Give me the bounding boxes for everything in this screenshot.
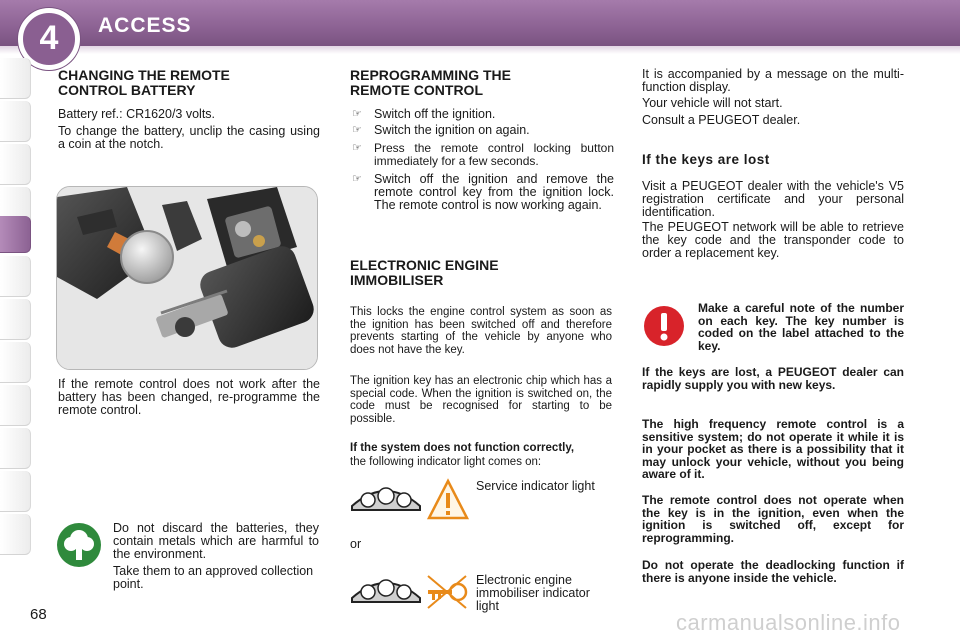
chapter-tab-7[interactable] [0,299,31,340]
lost-keys-visit: Visit a PEUGEOT dealer with the vehicle's V5 registration certificate and your personal identification. [642,179,904,219]
remote-in-ignition-note: The remote control does not operate when the key is in the ignition, even when the ignition is switched off, except for reprogramming. [642,493,904,545]
chapter-tab-1[interactable] [0,58,31,99]
reprogramming-heading: REPROGRAMMING THE REMOTE CONTROL [350,67,511,98]
fault-text: the following indicator light comes on: [350,456,542,468]
immobiliser-indicator-label: Electronic engine immobiliser indicator light [476,573,590,613]
chapter-tab-3[interactable] [0,144,31,185]
remote-key-illustration [57,187,317,369]
eco-warning: Do not discard the batteries, they contain metals which are harmful to the environment. [113,521,319,561]
environment-tree-icon [56,522,102,568]
step-item: ☞ Press the remote control locking button immediately for a few seconds. [352,141,614,168]
chapter-number-badge: 4 [18,8,80,70]
warning-exclamation-icon [642,304,686,348]
step-item: ☞ Switch the ignition on again. [352,123,530,137]
pointing-hand-icon: ☞ [352,173,362,185]
instrument-panel-icon [350,484,422,512]
fault-bold: If the system does not function correctly, [350,442,575,454]
lost-keys-heading: If the keys are lost [642,152,770,167]
battery-ref: Battery ref.: CR1620/3 volts. [58,107,216,121]
chapter-tabs [0,58,30,578]
instrument-panel-icon [350,576,422,604]
step-item: ☞ Switch off the ignition and remove the remote control key from the ignition lock. The remote control is now working again. [352,172,614,212]
chapter-tab-10[interactable] [0,428,31,469]
key-number-note: Make a careful note of the number on each key. The key number is coded on the label attached to the key. [698,301,904,353]
chapter-tab-9[interactable] [0,385,31,426]
or-label: or [350,537,362,551]
consult-dealer: Consult a PEUGEOT dealer. [642,113,801,127]
new-keys-note: If the keys are lost, a PEUGEOT dealer can rapidly supply you with new keys. [642,365,904,392]
reprogram-note: If the remote control does not work after the battery has been changed, re-programme the remote control. [58,377,320,417]
step-item: ☞ Switch off the ignition. [352,107,496,121]
vehicle-not-start: Your vehicle will not start. [642,96,783,110]
message-note: It is accompanied by a message on the multi-function display. [642,67,904,94]
battery-change-photo [56,186,318,370]
page-number: 68 [30,606,47,623]
immobiliser-para1: This locks the engine control system as soon as the ignition has been switched off and therefore prevents starting of the vehicle by anyone who does not have the key. [350,306,612,356]
deadlocking-warning: Do not operate the deadlocking function if there is anyone inside the vehicle. [642,558,904,585]
watermark: carmanualsonline.info [676,610,901,635]
battery-instruction: To change the battery, unclip the casing using a coin at the notch. [58,124,320,151]
pointing-hand-icon: ☞ [352,124,362,136]
chapter-tab-2[interactable] [0,101,31,142]
battery-heading: CHANGING THE REMOTE CONTROL BATTERY [58,67,230,98]
chapter-tab-8[interactable] [0,342,31,383]
immobiliser-heading: ELECTRONIC ENGINE IMMOBILISER [350,257,499,288]
chapter-tab-12[interactable] [0,514,31,555]
chapter-tab-active[interactable] [0,216,31,253]
service-warning-triangle-icon [426,478,470,522]
service-indicator-label: Service indicator light [476,479,595,493]
chapter-tab-6[interactable] [0,256,31,297]
pointing-hand-icon: ☞ [352,108,362,120]
chapter-title: ACCESS [98,14,192,37]
header-shadow [0,46,960,54]
eco-collection: Take them to an approved collection point. [113,564,314,591]
immobiliser-para2: The ignition key has an electronic chip which has a special code. When the ignition is switched on, the code must be recognised for starting to be possible. [350,375,612,425]
lost-keys-network: The PEUGEOT network will be able to retrieve the key code and the transponder code to order a replacement key. [642,220,904,260]
hf-remote-warning: The high frequency remote control is a sensitive system; do not operate it while it is in your pocket as there is a possibility that it may unlock your vehicle, without you being aware of it. [642,417,904,481]
pointing-hand-icon: ☞ [352,142,362,154]
chapter-tab-11[interactable] [0,471,31,512]
immobiliser-key-icon [424,572,470,612]
